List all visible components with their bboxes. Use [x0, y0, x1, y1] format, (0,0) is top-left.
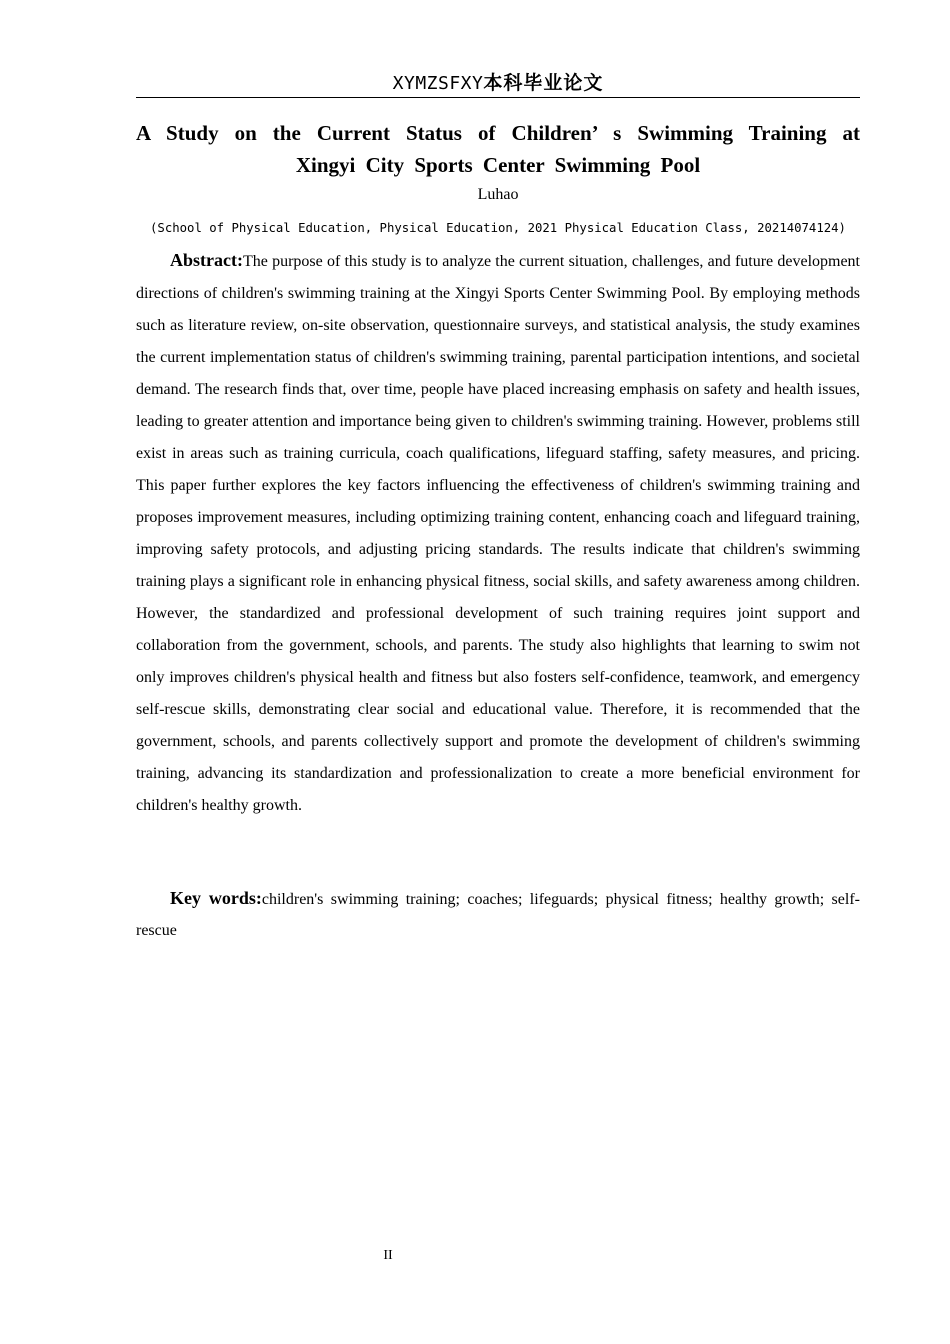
page-number: II — [383, 1248, 393, 1263]
page-header — [136, 70, 860, 98]
author-name: Luhao — [477, 186, 519, 203]
abstract-label: Abstract: — [170, 250, 243, 270]
author-affiliation: (School of Physical Education, Physical Education, 2021 Physical Education Class, 20214074124) — [150, 221, 846, 235]
paper-title — [136, 117, 860, 181]
header-school-code: XYMZSFXY — [392, 73, 484, 94]
keywords-label: Key words: — [170, 888, 262, 908]
paper-title-line-2: Xingyi City Sports Center Swimming Pool — [295, 153, 701, 177]
abstract-paragraph — [136, 244, 860, 822]
keywords-text: children's swimming training; coaches; lifeguards; physical fitness; healthy growth; self-rescue — [136, 891, 860, 939]
keywords-paragraph — [136, 883, 860, 946]
header-thesis-label: 本科毕业论文 — [483, 72, 604, 94]
paper-title-line-1: A Study on the Current Status of Children’ s Swimming Training at — [136, 121, 860, 145]
abstract-text: The purpose of this study is to analyze the current situation, challenges, and future development directions of children's swimming training at the Xingyi Sports Center Swimming Pool. By employing methods such as literature review, on-site observation, questionnaire surveys, and statistical analysis, the study examines the current implementation status of children's swimming training, parental participation intentions, and societal demand. The research finds that, over time, people have placed increasing emphasis on safety and health issues, leading to greater attention and importance being given to children's swimming training. However, problems still exist in areas such as training curricula, coach qualifications, lifeguard staffing, safety measures, and pricing. This paper further explores the key factors influencing the effectiveness of children's swimming training and proposes improvement measures, including optimizing training content, enhancing coach and lifeguard training, improving safety protocols, and adjusting pricing standards. The results indicate that children's swimming training plays a significant role in enhancing physical fitness, social skills, and safety awareness among children. However, the standardized and professional development of such training requires joint support and collaboration from the government, schools, and parents. The study also highlights that learning to swim not only improves children's physical health and fitness but also fosters self-confidence, teamwork, and emergency self-rescue skills, demonstrating clear social and educational value. Therefore, it is recommended that the government, schools, and parents collectively support and promote the development of children's swimming training, advancing its standardization and professionalization to create a more beneficial environment for children's healthy growth. — [136, 253, 860, 814]
